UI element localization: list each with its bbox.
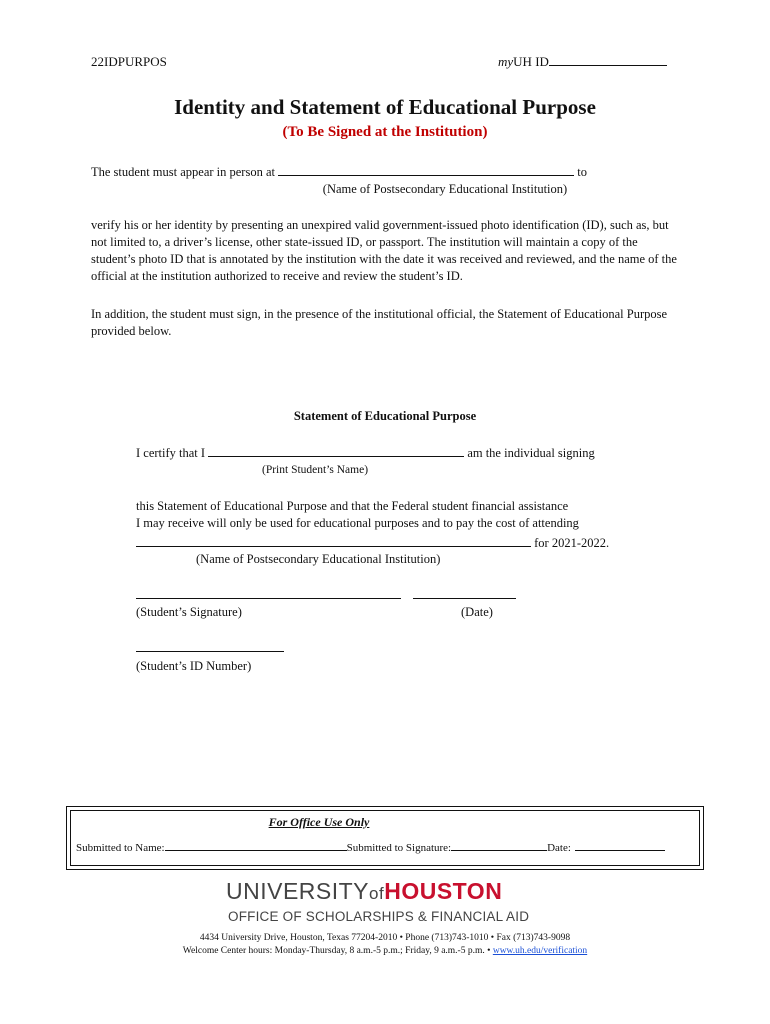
university-of-houston-logo <box>226 878 502 905</box>
office-use-row <box>76 840 665 857</box>
certify-before: I certify that I <box>136 446 206 460</box>
verification-link[interactable]: www.uh.edu/verification <box>492 946 588 956</box>
myuh-id-blank[interactable] <box>549 53 667 66</box>
form-code: 22IDPURPOS <box>91 54 167 69</box>
logo-university: UNIVERSITY <box>226 878 370 904</box>
office-date-blank[interactable] <box>575 840 665 851</box>
office-name: OFFICE OF SCHOLARSHIPS & FINANCIAL AID <box>228 909 530 924</box>
statement-year: for 2021-2022. <box>534 536 610 550</box>
submitted-name-blank[interactable] <box>165 840 347 851</box>
certify-after: am the individual signing <box>467 446 595 460</box>
logo-of: of <box>369 884 385 903</box>
page-title: Identity and Statement of Educational Purpose <box>174 95 596 119</box>
office-date-label: Date: <box>547 842 571 854</box>
intro-before: The student must appear in person at <box>91 165 275 179</box>
student-name-caption: (Print Student’s Name) <box>262 464 369 476</box>
footer-address: 4434 University Drive, Houston, Texas 77204-2010 • Phone (713)743-1010 • Fax (713)743-9098 <box>199 933 571 943</box>
hours-text: Welcome Center hours: Monday-Thursday, 8 a.m.-5 p.m.; Friday, 9 a.m.-5 p.m. • <box>182 946 491 956</box>
signing-paragraph: In addition, the student must sign, in the presence of the institutional official, the Statement of Educational Purpose provided below. <box>91 307 668 338</box>
institution-name-blank[interactable] <box>278 163 574 176</box>
student-id-label: (Student’s ID Number) <box>136 659 252 673</box>
student-name-blank[interactable] <box>208 444 464 457</box>
myuh-id-field[interactable] <box>498 53 667 70</box>
myuh-prefix: my <box>498 54 514 69</box>
statement-line-3 <box>136 534 609 552</box>
signature-label: (Student’s Signature) <box>136 605 242 619</box>
submitted-name-label: Submitted to Name: <box>76 842 165 854</box>
submitted-signature-label: Submitted to Signature: <box>346 842 452 854</box>
intro-after: to <box>577 165 587 179</box>
statement-line-1: this Statement of Educational Purpose and that the Federal student financial assistance <box>136 499 569 513</box>
student-id-line[interactable] <box>136 651 284 652</box>
attending-institution-blank[interactable] <box>136 534 531 547</box>
page-subtitle: (To Be Signed at the Institution) <box>282 124 488 140</box>
date-label: (Date) <box>461 605 493 619</box>
logo-houston: HOUSTON <box>384 878 503 904</box>
institution-caption: (Name of Postsecondary Educational Institution) <box>322 182 568 196</box>
statement-line-2: I may receive will only be used for educational purposes and to pay the cost of attending <box>136 516 579 530</box>
intro-line <box>91 163 587 181</box>
statement-heading: Statement of Educational Purpose <box>293 409 477 423</box>
office-use-title: For Office Use Only <box>268 815 370 829</box>
identity-paragraph: verify his or her identity by presenting an unexpired valid government-issued photo identification (ID), such as, but not limited to, a driver’s license, other state-issued ID, or passport. The institution will maintain a copy of the student’s photo ID that is annotated by the institution with the date it was received and reviewed, and the name of the official at the institution authorized to receive and review the student’s ID. <box>91 218 677 283</box>
attending-institution-caption: (Name of Postsecondary Educational Institution) <box>196 552 441 566</box>
certify-line <box>136 444 595 462</box>
footer-hours <box>0 946 770 956</box>
date-line[interactable] <box>413 598 516 599</box>
signature-line[interactable] <box>136 598 401 599</box>
submitted-signature-blank[interactable] <box>451 840 547 851</box>
myuh-label: UH ID <box>513 54 549 69</box>
